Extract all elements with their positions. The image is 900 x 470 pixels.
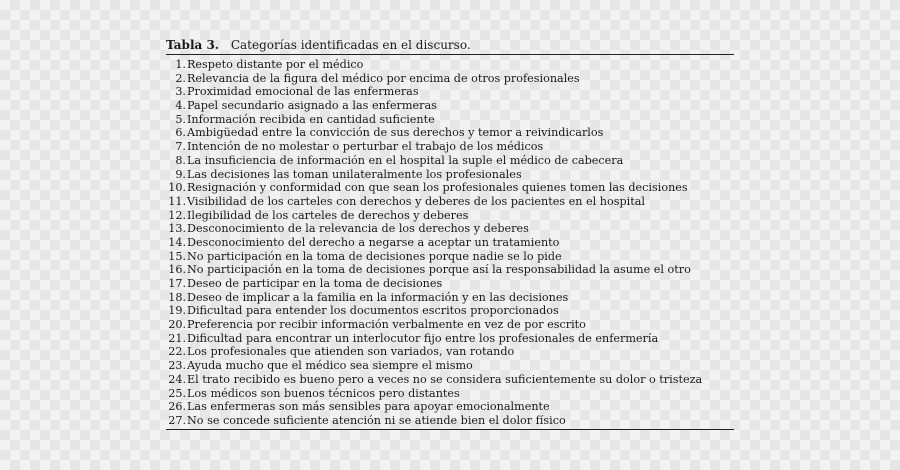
table-body (166, 55, 734, 429)
row-text: Desconocimiento del derecho a negarse a aceptar un tratamiento (187, 235, 560, 249)
table-caption-text: Categorías identificadas en el discurso. (230, 38, 471, 52)
table-row (166, 113, 734, 127)
row-number: 14. (168, 235, 186, 249)
table-row (166, 72, 734, 86)
row-text: No participación en la toma de decisiones porque así la responsabilidad la asume el otro (187, 263, 691, 277)
table-row (166, 168, 734, 182)
row-number: 2. (175, 71, 186, 85)
table-row (166, 373, 734, 387)
row-text: Visibilidad de los carteles con derechos y deberes de los pacientes en el hospital (187, 194, 645, 208)
row-text: No se concede suficiente atención ni se atiende bien el dolor físico (187, 413, 566, 427)
row-number: 22. (168, 345, 186, 359)
row-number: 9. (175, 167, 186, 181)
row-text: Relevancia de la figura del médico por encima de otros profesionales (187, 71, 580, 85)
row-number: 5. (175, 112, 186, 126)
row-number: 11. (168, 194, 186, 208)
row-number: 19. (168, 304, 186, 318)
row-number: 6. (175, 126, 186, 140)
table-row (166, 209, 734, 223)
table-row (166, 236, 734, 250)
row-text: Información recibida en cantidad suficiente (187, 112, 435, 126)
row-number: 12. (168, 208, 186, 222)
row-text: Intención de no molestar o perturbar el trabajo de los médicos (187, 140, 544, 154)
row-text: Papel secundario asignado a las enfermeras (187, 99, 437, 113)
row-text: Dificultad para entender los documentos escritos proporcionados (187, 304, 559, 318)
row-text: Preferencia por recibir información verbalmente en vez de por escrito (187, 318, 586, 332)
row-text: Los médicos son buenos técnicos pero distantes (187, 386, 460, 400)
table-row (166, 222, 734, 236)
row-number: 13. (168, 222, 186, 236)
table-row (166, 414, 734, 428)
table-caption-label: Tabla 3. (166, 38, 219, 52)
row-number: 8. (175, 153, 186, 167)
table-row (166, 304, 734, 318)
row-text: Ayuda mucho que el médico sea siempre el mismo (187, 359, 473, 373)
categories-table (166, 38, 734, 430)
row-text: El trato recibido es bueno pero a veces no se considera suficientemente su dolor o tristeza (187, 372, 703, 386)
row-text: Dificultad para encontrar un interlocutor fijo entre los profesionales de enfermería (187, 331, 659, 345)
row-number: 26. (168, 400, 186, 414)
row-text: La insuficiencia de información en el hospital la suple el médico de cabecera (187, 153, 624, 167)
row-text: Deseo de implicar a la familia en la información y en las decisiones (187, 290, 569, 304)
table-row (166, 318, 734, 332)
row-text: Resignación y conformidad con que sean los profesionales quienes tomen las decisiones (187, 181, 688, 195)
table-row (166, 85, 734, 99)
row-number: 24. (168, 372, 186, 386)
table-bottom-rule (166, 429, 734, 430)
row-number: 3. (175, 85, 186, 99)
table-row (166, 250, 734, 264)
row-number: 27. (168, 413, 186, 427)
row-number: 18. (168, 290, 186, 304)
row-text: Los profesionales que atienden son variados, van rotando (187, 345, 515, 359)
row-number: 4. (175, 99, 186, 113)
row-text: Ilegibilidad de los carteles de derechos y deberes (187, 208, 469, 222)
table-row (166, 195, 734, 209)
table-caption (166, 38, 734, 53)
row-text: Desconocimiento de la relevancia de los derechos y deberes (187, 222, 529, 236)
table-row (166, 99, 734, 113)
row-number: 20. (168, 318, 186, 332)
row-number: 25. (168, 386, 186, 400)
table-row (166, 387, 734, 401)
row-number: 10. (168, 181, 186, 195)
table-row (166, 58, 734, 72)
row-number: 17. (168, 277, 186, 290)
table-row (166, 263, 734, 277)
row-number: 21. (168, 331, 186, 345)
row-text: Proximidad emocional de las enfermeras (187, 85, 419, 99)
row-number: 23. (168, 359, 186, 373)
row-text: No participación en la toma de decisiones porque nadie se lo pide (187, 249, 562, 263)
table-row (166, 126, 734, 140)
table-row (166, 277, 734, 291)
table-row (166, 400, 734, 414)
table-row (166, 359, 734, 373)
table-row (166, 332, 734, 346)
row-number: 16. (168, 263, 186, 277)
table-row (166, 181, 734, 195)
table-row (166, 140, 734, 154)
row-text: Las enfermeras son más sensibles para apoyar emocionalmente (187, 400, 550, 414)
table-row (166, 291, 734, 305)
row-number: 1. (175, 58, 186, 71)
table-row (166, 154, 734, 168)
row-number: 15. (168, 249, 186, 263)
row-text: Deseo de participar en la toma de decisiones (187, 277, 443, 290)
row-text: Ambigüedad entre la convicción de sus derechos y temor a reivindicarlos (187, 126, 604, 140)
row-text: Las decisiones las toman unilateralmente los profesionales (187, 167, 522, 181)
row-text: Respeto distante por el médico (187, 58, 364, 71)
row-number: 7. (175, 140, 186, 154)
table-row (166, 345, 734, 359)
